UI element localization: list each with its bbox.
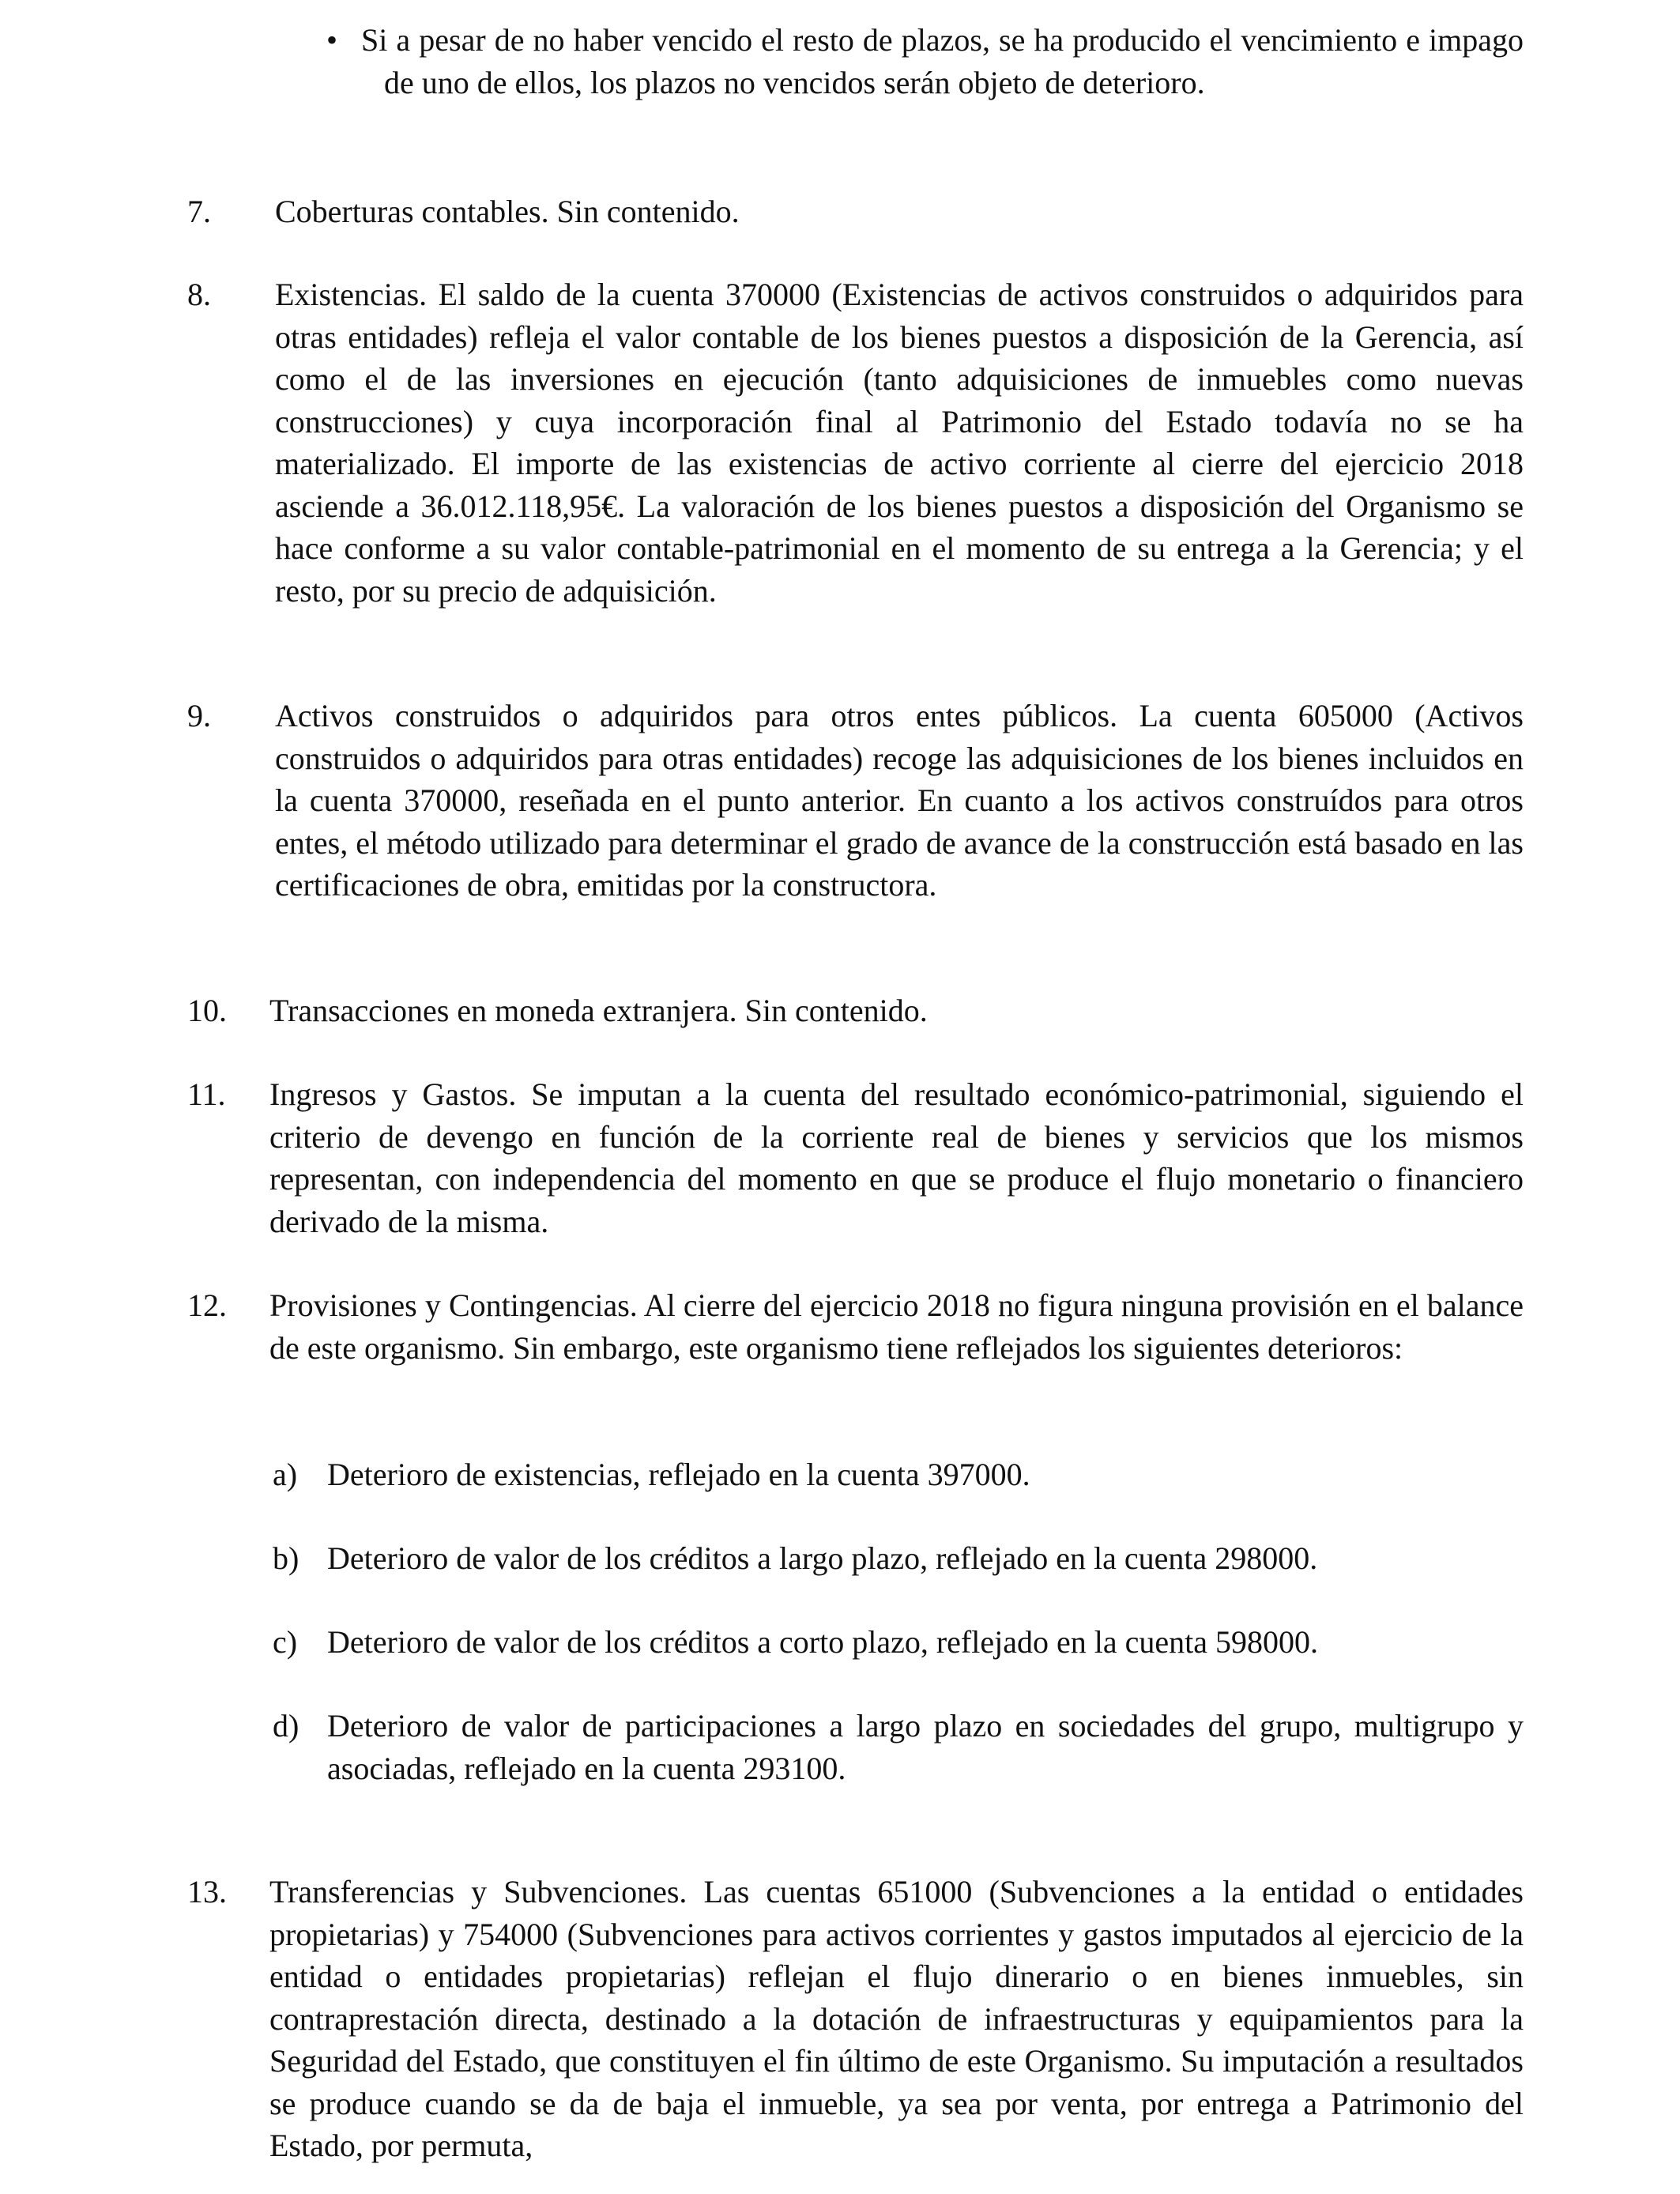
- item-text: Activos construidos o adquiridos para otros entes públicos. La cuenta 605000 (Activos construidos o adquiridos para otras entidades) recoge las adquisiciones de los bienes incluidos en la cuenta 370000, reseñada en el punto anterior. En cuanto a los activos construídos para otros entes, el método utilizado para determinar el grado de avance de la construcción está basado en las certificaciones de obra, emitidas por la constructora.: [275, 698, 1524, 903]
- sub-item-text: Deterioro de valor de los créditos a corto plazo, reflejado en la cuenta 598000.: [327, 1624, 1318, 1660]
- item-number: 10.: [187, 993, 227, 1028]
- bullet-text: Si a pesar de no haber vencido el resto de plazos, se ha producido el vencimiento e impago de uno de ellos, los plazos no vencidos serán objeto de deterioro.: [361, 22, 1524, 100]
- list-item-8: [187, 273, 1524, 612]
- item-text: Provisiones y Contingencias. Al cierre del ejercicio 2018 no figura ninguna provisión en el balance de este organismo. Sin embargo, este organismo tiene reflejados los siguientes deterioros:: [269, 1287, 1524, 1366]
- item-text: Transacciones en moneda extranjera. Sin contenido.: [269, 993, 928, 1028]
- list-item-12: [187, 1284, 1524, 1369]
- sub-item-letter: b): [273, 1540, 299, 1576]
- sub-item-letter: d): [273, 1708, 299, 1744]
- sub-item-a: [273, 1453, 1524, 1496]
- item-number: 13.: [187, 1874, 227, 1909]
- item-number: 12.: [187, 1287, 227, 1323]
- list-item-7: [187, 190, 1524, 233]
- item-text: Existencias. El saldo de la cuenta 370000 (Existencias de activos construidos o adquiridos para otras entidades) refleja el valor contable de los bienes puestos a disposición de la Gerencia, así como el de las inversiones en ejecución (tanto adquisiciones de inmuebles como nuevas construcciones) y cuya incorporación final al Patrimonio del Estado todavía no se ha materializado. El importe de las existencias de activo corriente al cierre del ejercicio 2018 asciende a 36.012.118,95€. La valoración de los bienes puestos a disposición del Organismo se hace conforme a su valor contable-patrimonial en el momento de su entrega a la Gerencia; y el resto, por su precio de adquisición.: [275, 277, 1524, 609]
- item-text: Transferencias y Subvenciones. Las cuentas 651000 (Subvenciones a la entidad o entidades propietarias) y 754000 (Subvenciones para activos corrientes y gastos imputados al ejercicio de la entidad o entidades propietarias) reflejan el flujo dinerario o en bienes inmuebles, sin contraprestación directa, destinado a la dotación de infraestructuras y equipamientos para la Seguridad del Estado, que constituyen el fin último de este Organismo. Su imputación a resultados se produce cuando se da de baja el inmueble, ya sea por venta, por entrega a Patrimonio del Estado, por permuta,: [269, 1874, 1524, 2163]
- list-item-9: [187, 695, 1524, 907]
- list-item-10: [187, 990, 1524, 1032]
- bullet-item: [326, 19, 1524, 104]
- sub-item-b: [273, 1537, 1524, 1580]
- item-number: 8.: [187, 277, 211, 312]
- list-item-11: [187, 1073, 1524, 1242]
- list-item-13: [187, 1871, 1524, 2167]
- sub-item-text: Deterioro de valor de participaciones a largo plazo en sociedades del grupo, multigrupo y asociadas, reflejado en la cuenta 293100.: [327, 1708, 1524, 1786]
- item-number: 11.: [187, 1076, 226, 1112]
- sub-item-text: Deterioro de existencias, reflejado en la cuenta 397000.: [327, 1457, 1030, 1492]
- sub-item-d: [273, 1705, 1524, 1789]
- bullet-icon: •: [326, 22, 338, 58]
- sub-item-letter: c): [273, 1624, 298, 1660]
- item-number: 7.: [187, 194, 211, 229]
- item-number: 9.: [187, 698, 211, 733]
- sub-item-c: [273, 1621, 1524, 1664]
- item-text: Ingresos y Gastos. Se imputan a la cuenta del resultado económico-patrimonial, siguiendo el criterio de devengo en función de la corriente real de bienes y servicios que los mismos representan, con independencia del momento en que se produce el flujo monetario o financiero derivado de la misma.: [269, 1076, 1524, 1239]
- sub-item-text: Deterioro de valor de los créditos a largo plazo, reflejado en la cuenta 298000.: [327, 1540, 1318, 1576]
- item-text: Coberturas contables. Sin contenido.: [275, 194, 740, 229]
- sub-item-letter: a): [273, 1457, 298, 1492]
